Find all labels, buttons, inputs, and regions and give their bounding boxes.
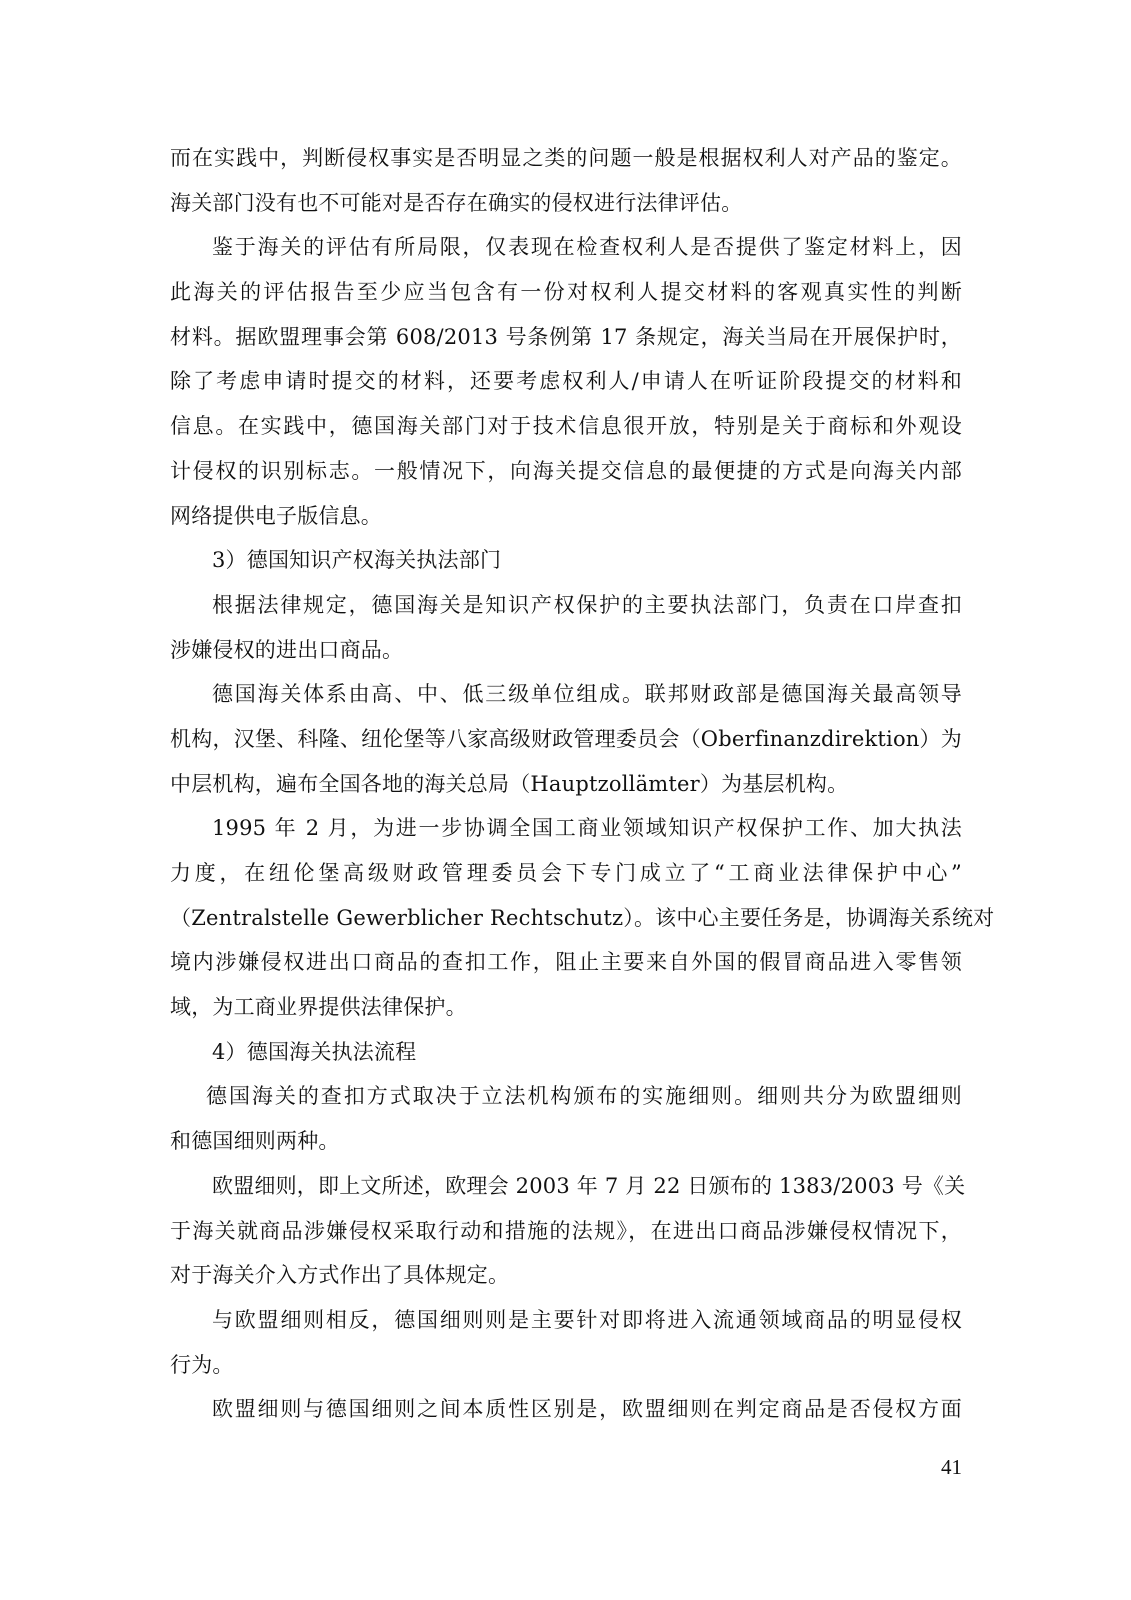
body-text: [170, 136, 995, 1432]
text-line: 行为。: [170, 1352, 234, 1377]
text-line: 此海关的评估报告至少应当包含有一份对权利人提交材料的客观真实性的判断: [170, 280, 962, 305]
text-line: 计侵权的识别标志。一般情况下，向海关提交信息的最便捷的方式是向海关内部: [170, 458, 962, 483]
text-line: 信息。在实践中，德国海关部门对于技术信息很开放，特别是关于商标和外观设: [170, 414, 962, 439]
text-line: 德国海关的查扣方式取决于立法机构颁布的实施细则。细则共分为欧盟细则: [206, 1084, 962, 1109]
text-line: 与欧盟细则相反，德国细则则是主要针对即将进入流通领域商品的明显侵权: [212, 1307, 962, 1332]
text-line: 网络提供电子版信息。: [170, 503, 382, 528]
text-line: 中层机构，遍布全国各地的海关总局（Hauptzollämter）为基层机构。: [170, 771, 849, 796]
text-line: 欧盟细则，即上文所述，欧理会 2003 年 7 月 22 日颁布的 1383/2003 号《关: [212, 1173, 966, 1198]
text-line: 机构，汉堡、科隆、纽伦堡等八家高级财政管理委员会（Oberfinanzdirektion）为: [170, 726, 962, 751]
text-line: 于海关就商品涉嫌侵权采取行动和措施的法规》，在进出口商品涉嫌侵权情况下，: [170, 1218, 962, 1243]
text-line: （Zentralstelle Gewerblicher Rechtschutz）。该中心主要任务是，协调海关系统对: [170, 905, 995, 930]
text-line: 和德国细则两种。: [170, 1129, 340, 1154]
text-line: 根据法律规定，德国海关是知识产权保护的主要执法部门，负责在口岸查扣: [212, 592, 962, 617]
text-line: 除了考虑申请时提交的材料，还要考虑权利人/申请人在听证阶段提交的材料和: [170, 369, 962, 394]
text-line: 鉴于海关的评估有所局限，仅表现在检查权利人是否提供了鉴定材料上，因: [212, 235, 962, 260]
text-line: 力度，在纽伦堡高级财政管理委员会下专门成立了“工商业法律保护中心”: [170, 861, 962, 885]
text-line: 材料。据欧盟理事会第 608/2013 号条例第 17 条规定，海关当局在开展保护时，: [170, 324, 962, 349]
text-line: 1995 年 2 月，为进一步协调全国工商业领域知识产权保护工作、加大执法: [212, 816, 962, 841]
text-line: 域，为工商业界提供法律保护。: [170, 995, 467, 1020]
text-line: 境内涉嫌侵权进出口商品的查扣工作，阻止主要来自外国的假冒商品进入零售领: [170, 950, 962, 975]
text-line: 海关部门没有也不可能对是否存在确实的侵权进行法律评估。: [170, 190, 743, 215]
section-heading: 3）德国知识产权海关执法部门: [212, 548, 502, 573]
text-line: 对于海关介入方式作出了具体规定。: [170, 1263, 510, 1288]
text-line: 欧盟细则与德国细则之间本质性区别是，欧盟细则在判定商品是否侵权方面: [212, 1397, 962, 1422]
text-line: 而在实践中，判断侵权事实是否明显之类的问题一般是根据权利人对产品的鉴定。: [170, 146, 962, 170]
text-line: 德国海关体系由高、中、低三级单位组成。联邦财政部是德国海关最高领导: [212, 682, 962, 707]
text-line: 涉嫌侵权的进出口商品。: [170, 637, 404, 662]
page-number: 41: [941, 1455, 962, 1479]
section-heading: 4）德国海关执法流程: [212, 1039, 417, 1064]
